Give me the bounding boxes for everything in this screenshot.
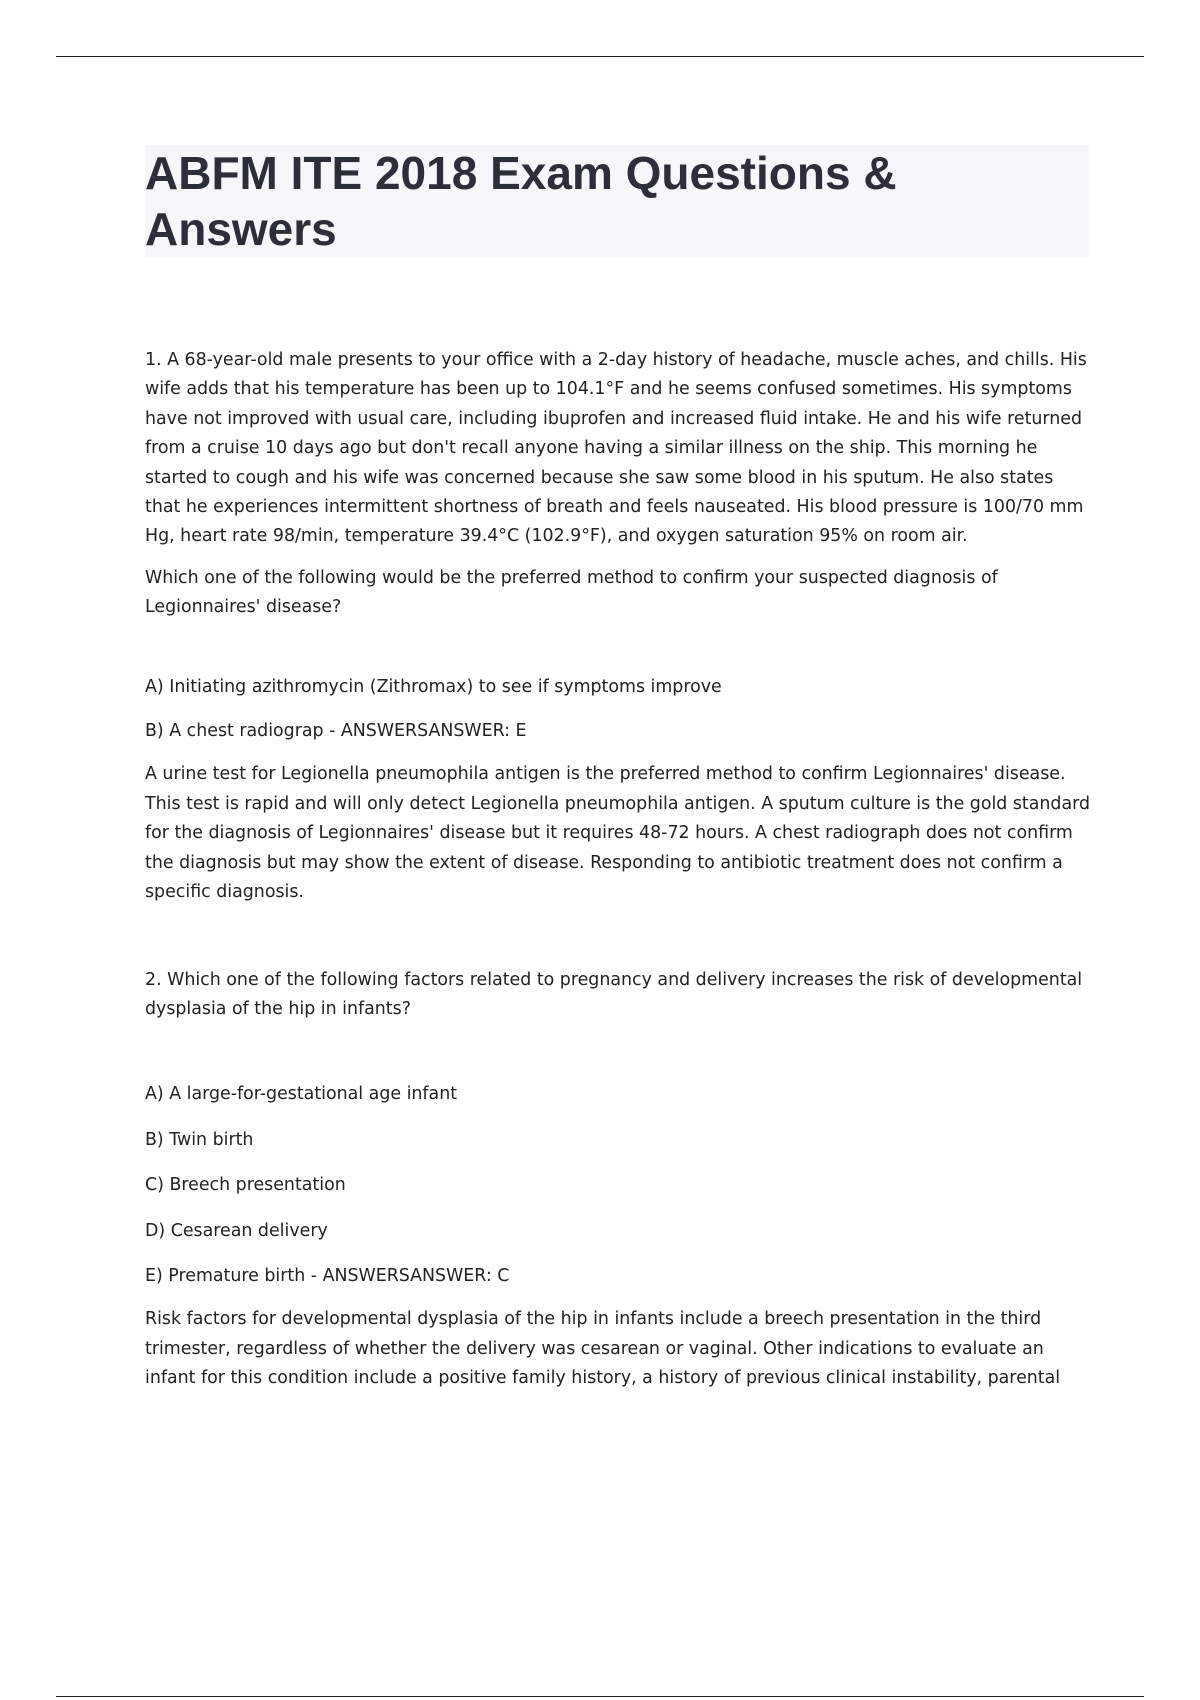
answer-option: E) Premature birth - ANSWERSANSWER: C	[145, 1265, 510, 1286]
document-body	[145, 346, 1090, 1394]
question-stem: 1. A 68-year-old male presents to your office with a 2-day history of headache, muscle aches, and chills. His wife adds that his temperature has been up to 104.1°F and he seems confused sometimes. His symptoms have not improved with usual care, including ibuprofen and increased fluid intake. He and his wife returned from a cruise 10 days ago but don't recall anyone having a similar illness on the ship. This morning he started to cough and his wife was concerned because she saw some blood in his sputum. He also states that he experiences intermittent shortness of breath and feels nauseated. His blood pressure is 100/70 mm Hg, heart rate 98/min, temperature 39.4°C (102.9°F), and oxygen saturation 95% on room air.	[145, 350, 1087, 547]
question-stem: 2. Which one of the following factors related to pregnancy and delivery increases the risk of developmental dysplasia of the hip in infants?	[145, 969, 1083, 1019]
answer-option: D) Cesarean delivery	[145, 1220, 328, 1241]
answer-explanation: A urine test for Legionella pneumophila antigen is the preferred method to confirm Legionnaires' disease. This test is rapid and will only detect Legionella pneumophila antigen. A sputum culture is the gold standard for the diagnosis of Legionnaires' disease but it requires 48-72 hours. A chest radiograph does not confirm the diagnosis but may show the extent of disease. Responding to antibiotic treatment does not confirm a specific diagnosis.	[145, 764, 1091, 903]
answer-option: A) Initiating azithromycin (Zithromax) to see if symptoms improve	[145, 676, 722, 697]
answer-option: A) A large-for-gestational age infant	[145, 1084, 458, 1105]
bottom-rule	[56, 1696, 1144, 1697]
answer-option: B) A chest radiograp - ANSWERSANSWER: E	[145, 721, 527, 742]
title-banner	[145, 145, 1089, 257]
answer-option: B) Twin birth	[145, 1129, 254, 1150]
page-title: ABFM ITE 2018 Exam Questions & Answers	[145, 147, 897, 255]
answer-explanation: Risk factors for developmental dysplasia of the hip in infants include a breech presentation in the third trimester, regardless of whether the delivery was cesarean or vaginal. Other indications to evaluate an infant for this condition include a positive family history, a history of previous clinical instability, parental	[145, 1309, 1061, 1389]
top-rule	[56, 56, 1144, 57]
question-prompt: Which one of the following would be the preferred method to confirm your suspected diagnosis of Legionnaires' disease?	[145, 567, 998, 618]
answer-option: C) Breech presentation	[145, 1175, 346, 1196]
